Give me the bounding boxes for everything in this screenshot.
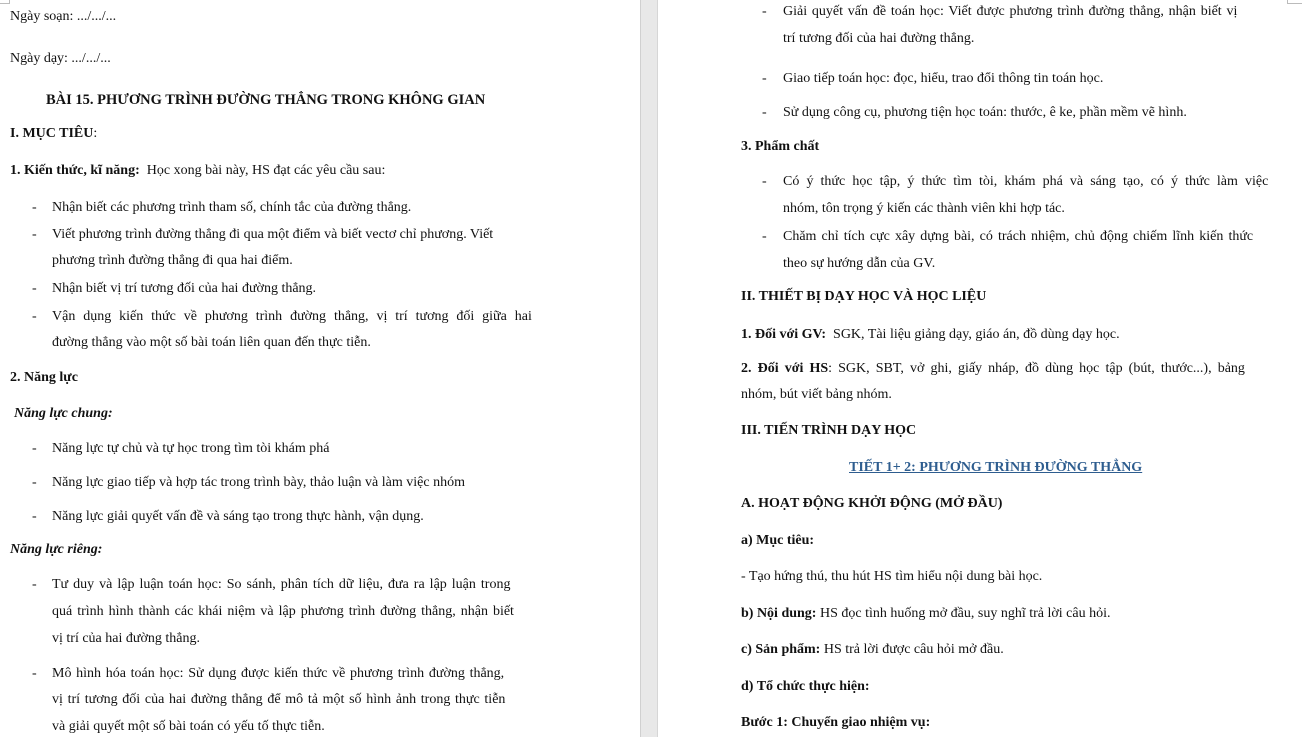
specific-item-1: Tư duy và lập luận toán học: So sánh, phân tích dữ liệu, đưa ra lập luận trong — [52, 577, 511, 592]
general-item-3: Năng lực giải quyết vấn đề và sáng tạo trong thực hành, vận dụng. — [52, 509, 424, 524]
specific-competence-label: Năng lực riêng: — [10, 542, 103, 557]
specific-item-4: Giao tiếp toán học: đọc, hiểu, trao đổi thông tin toán học. — [783, 71, 1104, 86]
page-gutter — [640, 0, 658, 737]
bullet-dash: - — [762, 105, 767, 120]
content-line: b) Nội dung: HS đọc tình huống mở đầu, suy nghĩ trả lời câu hỏi. — [741, 606, 1111, 621]
bullet-dash: - — [762, 229, 767, 244]
bullet-dash: - — [32, 509, 37, 524]
bullet-dash: - — [32, 666, 37, 681]
bullet-dash: - — [762, 71, 767, 86]
process-heading: III. TIẾN TRÌNH DẠY HỌC — [741, 423, 917, 438]
equipment-heading: II. THIẾT BỊ DẠY HỌC VÀ HỌC LIỆU — [741, 289, 987, 304]
knowledge-item-2: Viết phương trình đường thẳng đi qua một điểm và biết vectơ chỉ phương. Viết — [52, 227, 494, 242]
document-page-right — [658, 0, 1302, 737]
teacher-equipment: 1. Đối với GV: SGK, Tài liệu giảng dạy, giáo án, đồ dùng dạy học. — [741, 327, 1120, 342]
specific-item-1-cont2: vị trí của hai đường thẳng. — [52, 631, 200, 646]
bullet-dash: - — [32, 475, 37, 490]
bullet-dash: - — [32, 309, 37, 324]
bullet-dash: - — [32, 281, 37, 296]
quality-item-1-cont: nhóm, tôn trọng ý kiến các thành viên khi hợp tác. — [783, 201, 1065, 216]
date-prepared: Ngày soạn: .../.../... — [10, 9, 117, 24]
general-competence-label: Năng lực chung: — [14, 406, 113, 421]
specific-item-2-cont: vị trí tương đối của hai đường thẳng để mô tả một số hình ảnh trong thực tiễn — [52, 692, 506, 707]
knowledge-item-2-cont: phương trình đường thẳng đi qua hai điểm. — [52, 253, 293, 268]
quality-item-1: Có ý thức học tập, ý thức tìm tòi, khám phá và sáng tạo, có ý thức làm việc — [783, 174, 1269, 189]
bullet-dash: - — [762, 174, 767, 189]
document-page-left — [0, 0, 640, 737]
quality-item-2-cont: theo sự hướng dẫn của GV. — [783, 256, 936, 271]
bullet-dash: - — [32, 441, 37, 456]
product-line: c) Sản phẩm: HS trả lời được câu hỏi mở đầu. — [741, 642, 1004, 657]
lesson-title: BÀI 15. PHƯƠNG TRÌNH ĐƯỜNG THẲNG TRONG KHÔNG GIAN — [46, 92, 486, 108]
specific-item-1-cont: quá trình hình thành các khái niệm và lập phương trình đường thẳng, nhận biết — [52, 604, 514, 619]
goal-label: a) Mục tiêu: — [741, 533, 815, 548]
knowledge-line: 1. Kiến thức, kĩ năng: Học xong bài này, HS đạt các yêu cầu sau: — [10, 163, 386, 178]
organize-label: d) Tổ chức thực hiện: — [741, 679, 870, 694]
specific-item-3-cont: trí tương đối của hai đường thẳng. — [783, 31, 975, 46]
student-equipment-cont: nhóm, bút viết bảng nhóm. — [741, 387, 892, 402]
activity-heading: A. HOẠT ĐỘNG KHỞI ĐỘNG (MỞ ĐẦU) — [741, 496, 1003, 511]
general-item-1: Năng lực tự chủ và tự học trong tìm tòi khám phá — [52, 441, 330, 456]
period-title: TIẾT 1+ 2: PHƯƠNG TRÌNH ĐƯỜNG THẲNG — [849, 460, 1143, 475]
knowledge-item-3: Nhận biết vị trí tương đối của hai đường thẳng. — [52, 281, 317, 296]
quality-item-2: Chăm chỉ tích cực xây dựng bài, có trách nhiệm, chủ động chiếm lĩnh kiến thức — [783, 229, 1254, 244]
goal-text: - Tạo hứng thú, thu hút HS tìm hiểu nội dung bài học. — [741, 569, 1043, 584]
knowledge-item-4-cont: đường thẳng vào một số bài toán liên quan đến thực tiễn. — [52, 335, 371, 350]
qualities-heading: 3. Phẩm chất — [741, 139, 820, 154]
date-taught: Ngày dạy: .../.../... — [10, 51, 111, 66]
bullet-dash: - — [32, 227, 37, 242]
specific-item-5: Sử dụng công cụ, phương tiện học toán: thước, ê ke, phần mềm vẽ hình. — [783, 105, 1187, 120]
bullet-dash: - — [762, 4, 767, 19]
knowledge-item-1: Nhận biết các phương trình tham số, chính tắc của đường thẳng. — [52, 200, 412, 215]
bullet-dash: - — [32, 577, 37, 592]
knowledge-item-4: Vận dụng kiến thức về phương trình đường thẳng, vị trí tương đối giữa hai — [52, 309, 532, 324]
specific-item-2-cont2: và giải quyết một số bài toán có yếu tố thực tiễn. — [52, 719, 325, 734]
page-corner-mark — [0, 0, 10, 4]
specific-item-2: Mô hình hóa toán học: Sử dụng được kiến thức về phương trình đường thẳng, — [52, 666, 505, 681]
step1-label: Bước 1: Chuyển giao nhiệm vụ: — [741, 715, 931, 730]
general-item-2: Năng lực giao tiếp và hợp tác trong trình bày, thảo luận và làm việc nhóm — [52, 475, 465, 490]
competence-heading: 2. Năng lực — [10, 370, 78, 385]
page-corner-mark — [1287, 0, 1302, 4]
student-equipment: 2. Đối với HS: SGK, SBT, vở ghi, giấy nháp, đồ dùng học tập (bút, thước...), bảng — [741, 361, 1245, 376]
bullet-dash: - — [32, 200, 37, 215]
section-objectives-heading: I. MỤC TIÊU: — [10, 126, 98, 141]
specific-item-3: Giải quyết vấn đề toán học: Viết được phương trình đường thẳng, nhận biết vị — [783, 4, 1238, 19]
